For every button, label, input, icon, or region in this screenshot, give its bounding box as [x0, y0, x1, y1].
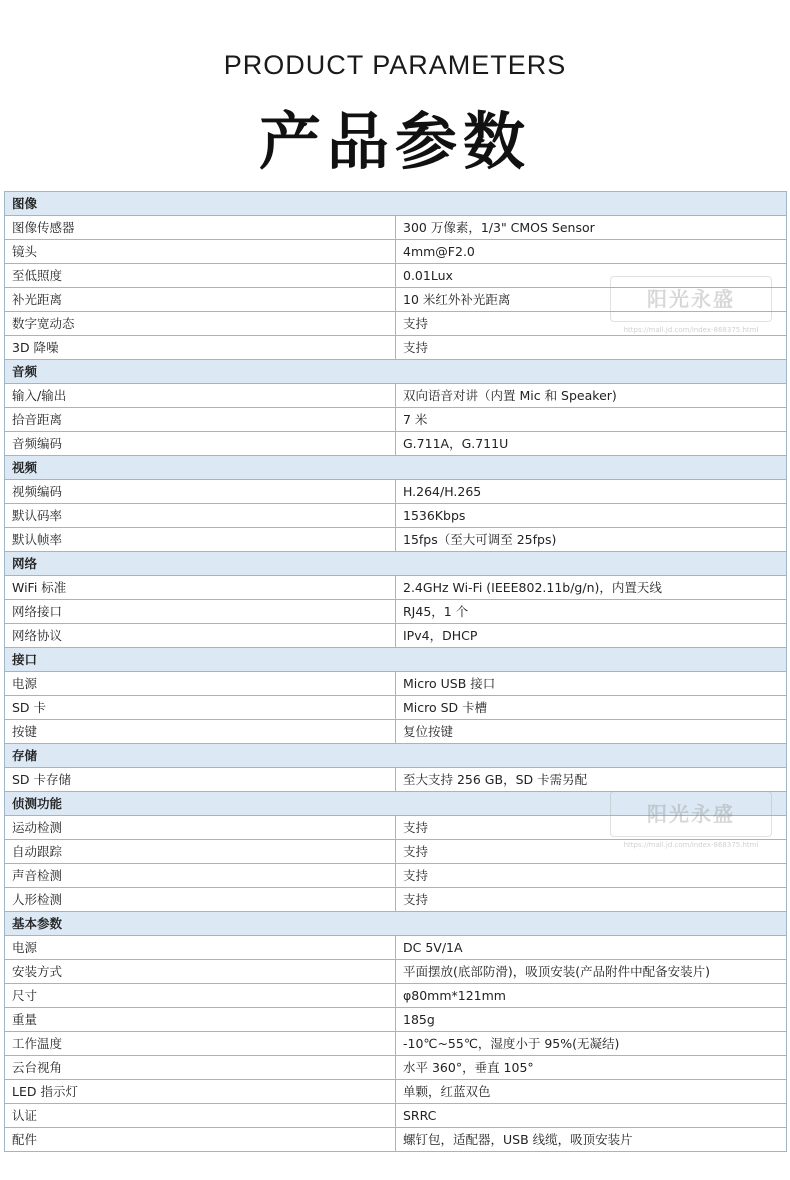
section-title: 存储 — [5, 744, 787, 768]
param-name: WiFi 标准 — [5, 576, 396, 600]
param-name: 网络协议 — [5, 624, 396, 648]
section-header-row — [5, 912, 787, 936]
table-row — [5, 384, 787, 408]
param-value: 支持 — [396, 336, 787, 360]
section-header-row — [5, 648, 787, 672]
section-header-row — [5, 192, 787, 216]
table-row — [5, 840, 787, 864]
param-name: 图像传感器 — [5, 216, 396, 240]
table-row — [5, 960, 787, 984]
section-header-row — [5, 792, 787, 816]
table-row — [5, 240, 787, 264]
param-value: 2.4GHz Wi-Fi (IEEE802.11b/g/n)，内置天线 — [396, 576, 787, 600]
param-value: 0.01Lux — [396, 264, 787, 288]
param-name: 电源 — [5, 936, 396, 960]
section-title: 接口 — [5, 648, 787, 672]
section-header-row — [5, 360, 787, 384]
param-value: 螺钉包，适配器，USB 线缆，吸顶安装片 — [396, 1128, 787, 1152]
table-row — [5, 528, 787, 552]
param-name: 补光距离 — [5, 288, 396, 312]
section-title: 图像 — [5, 192, 787, 216]
param-value: 支持 — [396, 888, 787, 912]
param-value: 复位按键 — [396, 720, 787, 744]
table-row — [5, 1032, 787, 1056]
section-header-row — [5, 744, 787, 768]
param-value: 支持 — [396, 312, 787, 336]
table-row — [5, 576, 787, 600]
table-row — [5, 336, 787, 360]
param-value: φ80mm*121mm — [396, 984, 787, 1008]
watermark-logo: 阳光永盛 https://mall.jd.com/index-868375.html — [610, 791, 772, 837]
table-row — [5, 1104, 787, 1128]
param-value: 支持 — [396, 864, 787, 888]
param-name: 输入/输出 — [5, 384, 396, 408]
param-name: 人形检测 — [5, 888, 396, 912]
param-name: 工作温度 — [5, 1032, 396, 1056]
param-value: 4mm@F2.0 — [396, 240, 787, 264]
param-value: 单颗，红蓝双色 — [396, 1080, 787, 1104]
table-row — [5, 216, 787, 240]
param-value: 7 米 — [396, 408, 787, 432]
param-name: 3D 降噪 — [5, 336, 396, 360]
param-name: 音频编码 — [5, 432, 396, 456]
table-row — [5, 408, 787, 432]
param-name: LED 指示灯 — [5, 1080, 396, 1104]
section-title: 音频 — [5, 360, 787, 384]
param-name: SD 卡 — [5, 696, 396, 720]
section-title: 网络 — [5, 552, 787, 576]
param-name: 重量 — [5, 1008, 396, 1032]
section-header-row — [5, 456, 787, 480]
param-name: 运动检测 — [5, 816, 396, 840]
param-name: 云台视角 — [5, 1056, 396, 1080]
param-value: 平面摆放(底部防滑)，吸顶安装(产品附件中配备安装片) — [396, 960, 787, 984]
table-row — [5, 264, 787, 288]
table-row — [5, 600, 787, 624]
param-value: Micro SD 卡槽 — [396, 696, 787, 720]
param-name: 至低照度 — [5, 264, 396, 288]
param-name: 网络接口 — [5, 600, 396, 624]
table-row — [5, 816, 787, 840]
table-row — [5, 768, 787, 792]
table-row — [5, 504, 787, 528]
table-row — [5, 864, 787, 888]
section-title: 视频 — [5, 456, 787, 480]
param-value: SRRC — [396, 1104, 787, 1128]
section-title: 基本参数 — [5, 912, 787, 936]
param-name: SD 卡存储 — [5, 768, 396, 792]
param-value: 双向语音对讲（内置 Mic 和 Speaker) — [396, 384, 787, 408]
param-name: 镜头 — [5, 240, 396, 264]
table-row — [5, 312, 787, 336]
param-name: 配件 — [5, 1128, 396, 1152]
parameters-table — [4, 191, 787, 1152]
param-value: 15fps（至大可调至 25fps) — [396, 528, 787, 552]
param-value: 支持 — [396, 816, 787, 840]
watermark-logo: 阳光永盛 https://mall.jd.com/index-868375.html — [610, 276, 772, 322]
table-row — [5, 888, 787, 912]
section-title: 侦测功能 — [5, 792, 787, 816]
table-row — [5, 696, 787, 720]
table-row — [5, 1056, 787, 1080]
param-name: 安装方式 — [5, 960, 396, 984]
param-name: 尺寸 — [5, 984, 396, 1008]
table-row — [5, 672, 787, 696]
section-header-row — [5, 552, 787, 576]
param-value: -10℃~55℃，湿度小于 95%(无凝结) — [396, 1032, 787, 1056]
table-row — [5, 480, 787, 504]
param-name: 声音检测 — [5, 864, 396, 888]
param-value: 10 米红外补光距离 — [396, 288, 787, 312]
param-name: 拾音距离 — [5, 408, 396, 432]
table-row — [5, 624, 787, 648]
param-value: 1536Kbps — [396, 504, 787, 528]
param-name: 默认帧率 — [5, 528, 396, 552]
param-value: H.264/H.265 — [396, 480, 787, 504]
param-value: DC 5V/1A — [396, 936, 787, 960]
table-row — [5, 432, 787, 456]
param-name: 默认码率 — [5, 504, 396, 528]
param-name: 视频编码 — [5, 480, 396, 504]
param-name: 自动跟踪 — [5, 840, 396, 864]
param-value: 水平 360°，垂直 105° — [396, 1056, 787, 1080]
param-name: 数字宽动态 — [5, 312, 396, 336]
table-row — [5, 288, 787, 312]
param-name: 认证 — [5, 1104, 396, 1128]
param-value: G.711A，G.711U — [396, 432, 787, 456]
table-row — [5, 1080, 787, 1104]
param-name: 按键 — [5, 720, 396, 744]
param-value: RJ45，1 个 — [396, 600, 787, 624]
table-row — [5, 984, 787, 1008]
table-row — [5, 1128, 787, 1152]
page-title-cn: 产品参数 — [258, 105, 531, 178]
param-name: 电源 — [5, 672, 396, 696]
table-row — [5, 720, 787, 744]
param-value: Micro USB 接口 — [396, 672, 787, 696]
param-value: 至大支持 256 GB，SD 卡需另配 — [396, 768, 787, 792]
param-value: IPv4，DHCP — [396, 624, 787, 648]
param-value: 185g — [396, 1008, 787, 1032]
table-row — [5, 936, 787, 960]
page-title-en: PRODUCT PARAMETERS — [223, 50, 567, 80]
param-value: 支持 — [396, 840, 787, 864]
param-value: 300 万像素，1/3" CMOS Sensor — [396, 216, 787, 240]
table-row — [5, 1008, 787, 1032]
